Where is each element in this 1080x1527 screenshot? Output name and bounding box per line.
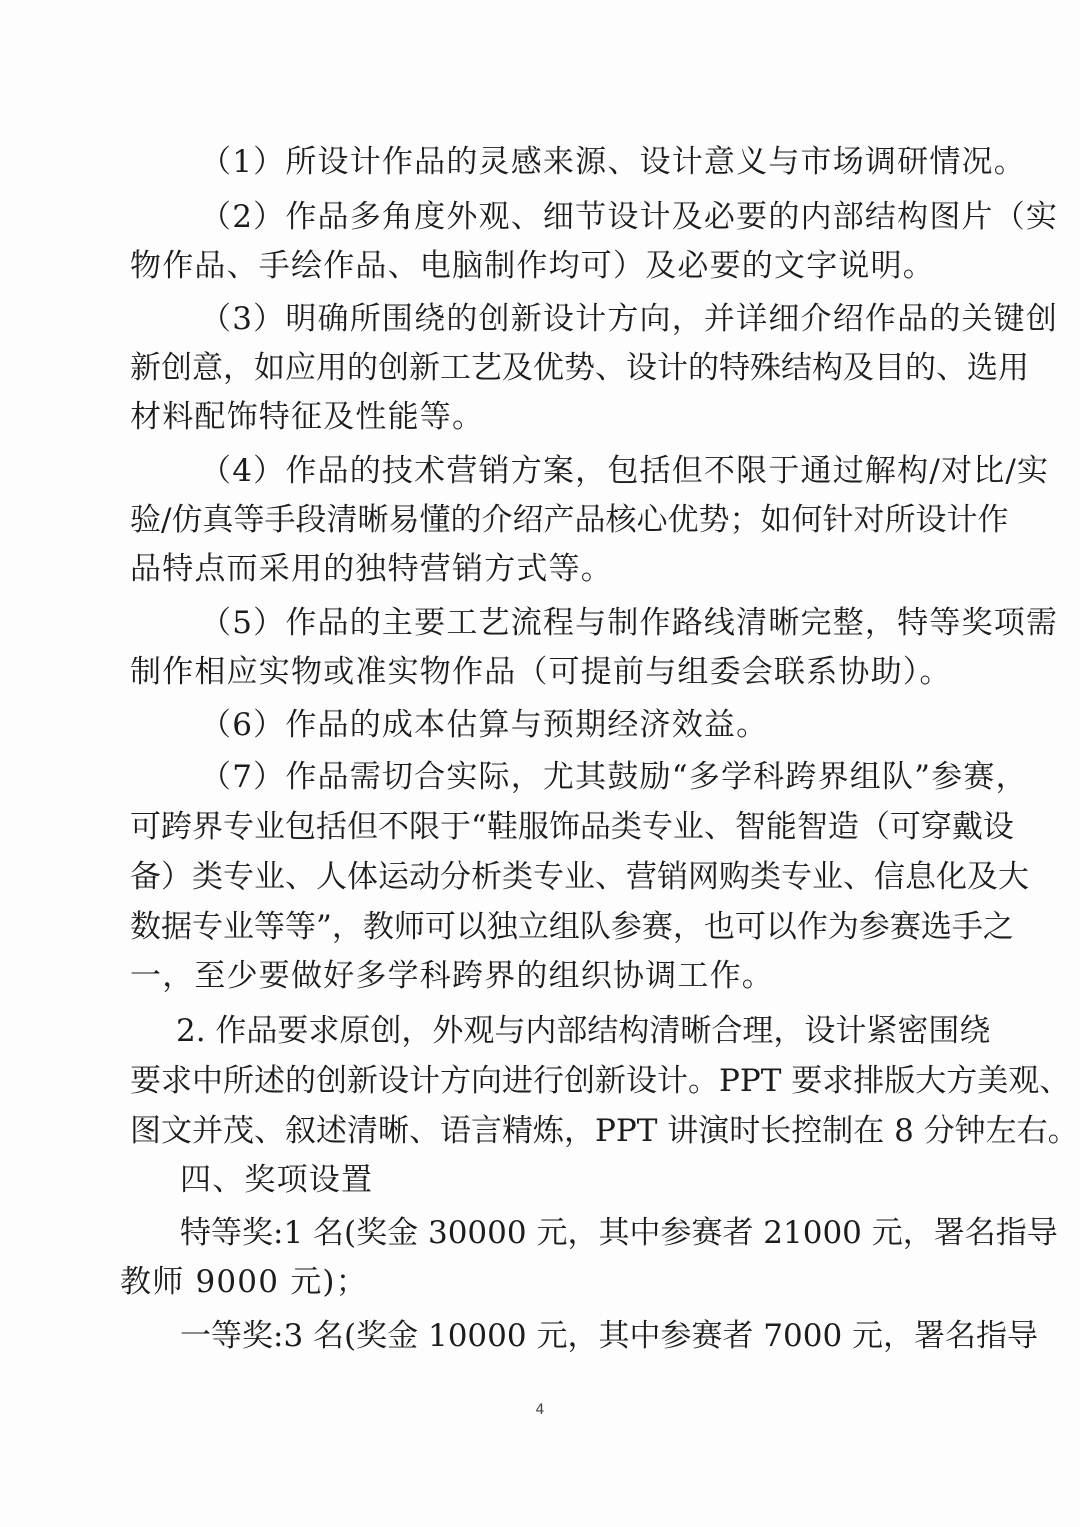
award-grand-prize-line-1: 特等奖:1 名(奖金 30000 元，其中参赛者 21000 元，署名指导 <box>180 1215 1058 1251</box>
paragraph-item-7-line-2: 可跨界专业包括但不限于“鞋服饰品类专业、智能智造（可穿戴设 <box>130 809 1014 845</box>
paragraph-item-7-line-4: 数据专业等等”，教师可以独立组队参赛，也可以作为参赛选手之 <box>130 909 1014 945</box>
paragraph-item-2-line-1: （2）作品多角度外观、细节设计及必要的内部结构图片（实 <box>200 199 1059 235</box>
paragraph-item-7-line-5: 一，至少要做好多学科跨界的组织协调工作。 <box>130 958 774 994</box>
paragraph-item-5-line-2: 制作相应实物或准实物作品（可提前与组委会联系协助）。 <box>130 654 952 690</box>
paragraph-item-6-line-1: （6）作品的成本估算与预期经济效益。 <box>200 707 769 743</box>
paragraph-item-3-line-3: 材料配饰特征及性能等。 <box>130 399 485 435</box>
section-heading-awards: 四、奖项设置 <box>180 1162 374 1198</box>
paragraph-item-2-line-2: 物作品、手绘作品、电脑制作均可）及必要的文字说明。 <box>130 248 935 284</box>
requirement-2-line-1: 2. 作品要求原创，外观与内部结构清晰合理，设计紧密围绕 <box>176 1013 991 1049</box>
paragraph-item-1-line-1: （1）所设计作品的灵感来源、设计意义与市场调研情况。 <box>200 144 1026 180</box>
requirement-2-line-3: 图文并茂、叙述清晰、语言精炼，PPT 讲演时长控制在 8 分钟左右。 <box>130 1113 1079 1149</box>
page-number: 4 <box>535 1402 545 1418</box>
paragraph-item-7-line-1: （7）作品需切合实际，尤其鼓励“多学科跨界组队”参赛， <box>200 759 1028 795</box>
award-grand-prize-line-2: 教师 9000 元)； <box>120 1264 368 1300</box>
paragraph-item-3-line-1: （3）明确所围绕的创新设计方向，并详细介绍作品的关键创 <box>200 301 1059 337</box>
paragraph-item-4-line-2: 验/仿真等手段清晰易懂的介绍产品核心优势；如何针对所设计作 <box>130 502 1009 538</box>
paragraph-item-4-line-3: 品特点而采用的独特营销方式等。 <box>130 551 613 587</box>
paragraph-item-3-line-2: 新创意，如应用的创新工艺及优势、设计的特殊结构及目的、选用 <box>130 350 1029 386</box>
paragraph-item-7-line-3: 备）类专业、人体运动分析类专业、营销网购类专业、信息化及大 <box>130 859 1029 895</box>
requirement-2-line-2: 要求中所述的创新设计方向进行创新设计。PPT 要求排版大方美观、 <box>130 1063 1071 1099</box>
paragraph-item-5-line-1: （5）作品的主要工艺流程与制作路线清晰完整，特等奖项需 <box>200 605 1059 641</box>
award-first-prize-line-1: 一等奖:3 名(奖金 10000 元，其中参赛者 7000 元，署名指导 <box>180 1318 1039 1354</box>
paragraph-item-4-line-1: （4）作品的技术营销方案，包括但不限于通过解构/对比/实 <box>200 453 1050 489</box>
